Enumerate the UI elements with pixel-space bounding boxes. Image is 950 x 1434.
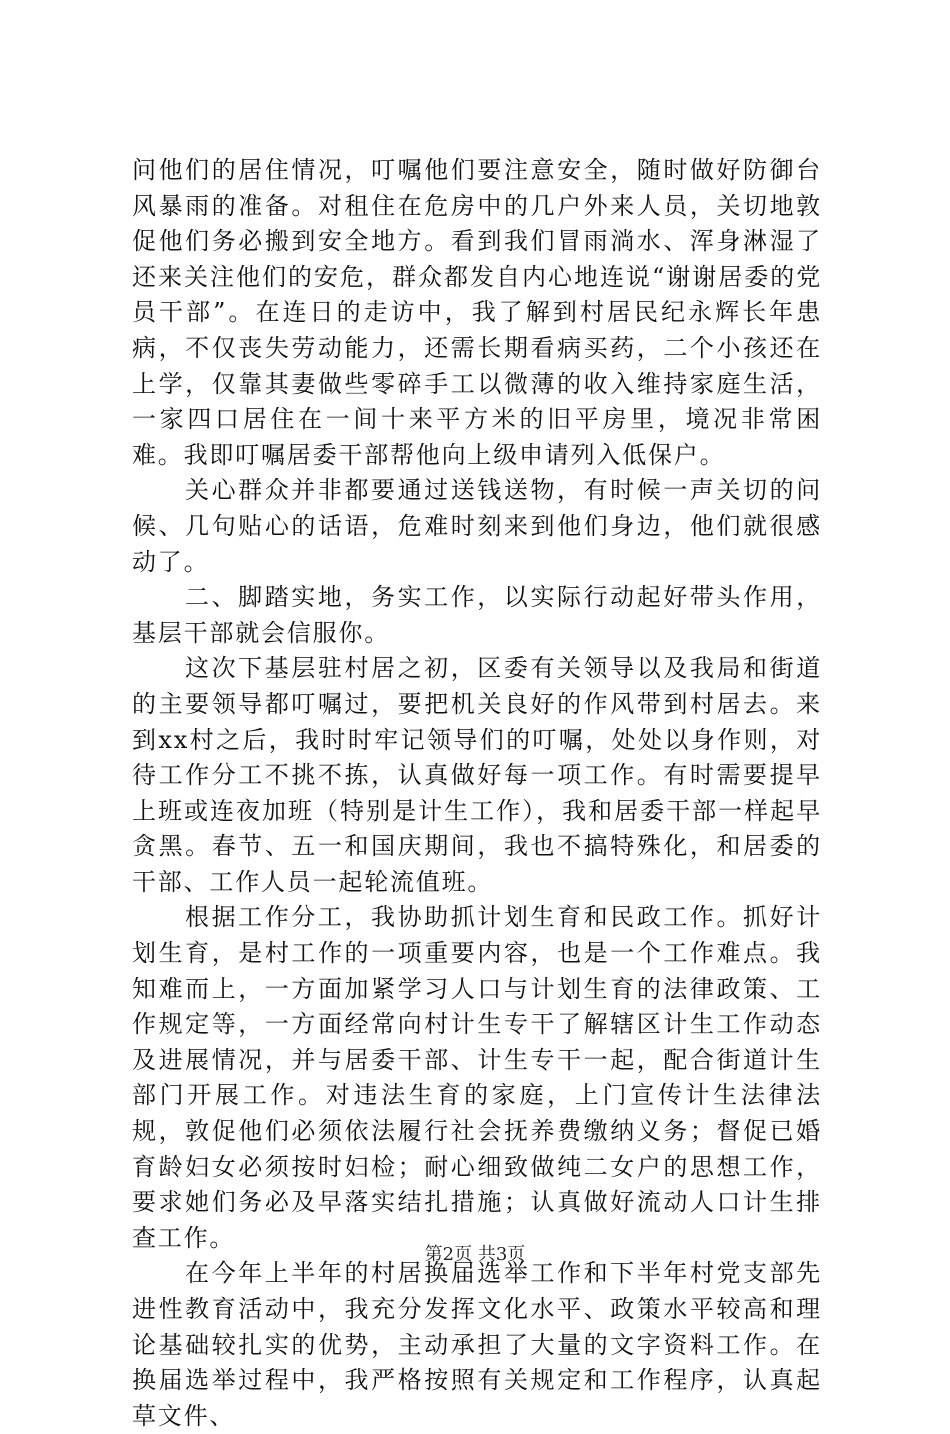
page-number-footer: 第2页 共3页	[424, 1244, 526, 1265]
document-body	[132, 153, 822, 1434]
paragraph: 在今年上半年的村居换届选举工作和下半年村党支部先进性教育活动中，我充分发挥文化水平、政策水平较高和理论基础较扎实的优势，主动承担了大量的文字资料工作。在换届选举过程中，我严格按照有关规定和工作程序，认真起草文件、	[132, 1259, 822, 1430]
paragraph: 关心群众并非都要通过送钱送物，有时候一声关切的问候、几句贴心的话语，危难时刻来到他们身边，他们就很感动了。	[132, 476, 822, 576]
paragraph: 这次下基层驻村居之初，区委有关领导以及我局和街道的主要领导都叮嘱过，要把机关良好的作风带到村居去。来到xx村之后，我时时牢记领导们的叮嘱，处处以身作则，对待工作分工不挑不拣，认真做好每一项工作。有时需要提早上班或连夜加班（特别是计生工作），我和居委干部一样起早贪黑。春节、五一和国庆期间，我也不搞特殊化，和居委的干部、工作人员一起轮流值班。	[132, 654, 822, 896]
paragraph: 根据工作分工，我协助抓计划生育和民政工作。抓好计划生育，是村工作的一项重要内容，也是一个工作难点。我知难而上，一方面加紧学习人口与计划生育的法律政策、工作规定等，一方面经常向村计生专干了解辖区计生工作动态及进展情况，并与居委干部、计生专干一起，配合街道计生部门开展工作。对违法生育的家庭，上门宣传计生法律法规，敦促他们必须依法履行社会抚养费缴纳义务；督促已婚育龄妇女必须按时妇检；耐心细致做纯二女户的思想工作，要求她们务必及早落实结扎措施；认真做好流动人口计生排查工作。	[132, 903, 822, 1252]
section-heading-paragraph: 二、脚踏实地，务实工作，以实际行动起好带头作用，基层干部就会信服你。	[132, 583, 822, 647]
paragraph-continued: 问他们的居住情况，叮嘱他们要注意安全，随时做好防御台风暴雨的准备。对租住在危房中的几户外来人员，关切地敦促他们务必搬到安全地方。看到我们冒雨淌水、浑身淋湿了还来关注他们的安危，群众都发自内心地连说“谢谢居委的党员干部”。在连日的走访中，我了解到村居民纪永辉长年患病，不仅丧失劳动能力，还需长期看病买药，二个小孩还在上学，仅靠其妻做些零碎手工以微薄的收入维持家庭生活，一家四口居住在一间十来平方米的旧平房里，境况非常困难。我即叮嘱居委干部帮他向上级申请列入低保户。	[132, 156, 822, 469]
